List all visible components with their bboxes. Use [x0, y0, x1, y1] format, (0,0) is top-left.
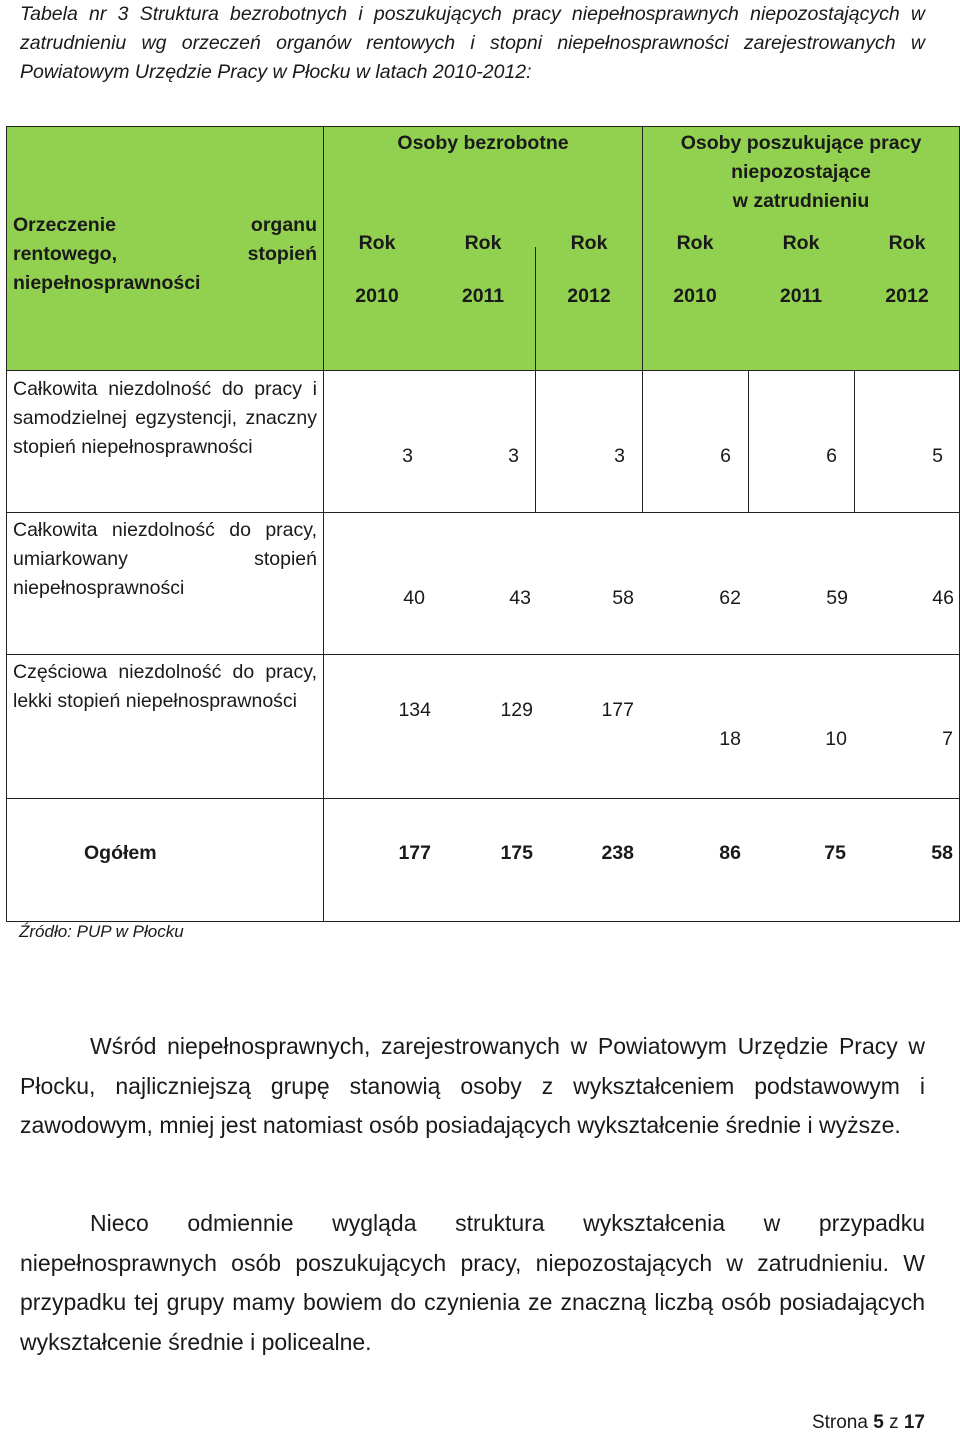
row-label: Całkowita niezdolność do pracy, umiarkowany stopień niepełnosprawności	[13, 519, 317, 599]
row-label: Całkowita niezdolność do pracy i samodzielnej egzystencji, znaczny stopień niepełnosprawności	[13, 378, 317, 458]
cell-value: 3	[402, 445, 413, 467]
cell-value: 3	[508, 445, 519, 467]
total-value: 177	[398, 842, 431, 864]
cell-value: 59	[826, 587, 848, 609]
cell-value: 10	[825, 728, 847, 750]
group-seeking-line-2: niepozostające	[731, 161, 871, 183]
total-value: 75	[824, 842, 846, 864]
values-overlay	[323, 370, 959, 920]
group-seeking-line-3: w zatrudnieniu	[732, 190, 870, 212]
page-number	[812, 1412, 925, 1434]
cell-value: 134	[398, 699, 431, 721]
year-col-5: Rok 2011	[779, 232, 823, 307]
row-label: Częściowa niezdolność do pracy, lekki stopień niepełnosprawności	[13, 661, 317, 712]
year-col-2: Rok 2011	[461, 232, 505, 307]
header-left-line-3: niepełnosprawności	[13, 272, 201, 294]
cell-value: 46	[932, 587, 954, 609]
header-left-line-1: Orzeczenie organu	[13, 214, 317, 236]
cell-value: 6	[826, 445, 837, 467]
year-col-6: Rok 2012	[885, 232, 929, 307]
total-value: 86	[719, 842, 741, 864]
page-sep: z	[889, 1412, 899, 1433]
header-right-cell	[324, 127, 960, 371]
group-unemployed: Osoby bezrobotne	[397, 132, 569, 154]
year-col-1: Rok 2010	[355, 232, 399, 307]
header-left-cell	[7, 127, 324, 371]
cell-value: 18	[719, 728, 741, 750]
total-label-cell	[7, 799, 324, 922]
cell-value: 58	[612, 587, 634, 609]
total-value: 58	[931, 842, 953, 864]
year-col-3: Rok 2012	[567, 232, 611, 307]
cell-value: 40	[403, 587, 425, 609]
total-value: 175	[500, 842, 533, 864]
page-current: 5	[873, 1412, 884, 1433]
row-label-cell	[7, 371, 324, 513]
cell-value: 43	[509, 587, 531, 609]
cell-value: 6	[720, 445, 731, 467]
group-seeking-line-1: Osoby poszukujące pracy	[680, 132, 922, 154]
page-total: 17	[903, 1412, 925, 1433]
table-caption: Tabela nr 3 Struktura bezrobotnych i poszukujących pracy niepełnosprawnych niepozostających w zatrudnieniu wg orzeczeń organów rentowych i stopni niepełnosprawności zarejestrowanych w Powiatowym Urzędzie Pracy w Płocku w latach 2010-2012:	[20, 3, 925, 83]
paragraph-1: Wśród niepełnosprawnych, zarejestrowanych w Powiatowym Urzędzie Pracy w Płocku, najliczniejszą grupę stanowią osoby z wykształceniem podstawowym i zawodowym, mniej jest natomiast osób posiadających wykształcenie średnie i wyższe.	[20, 1033, 925, 1138]
cell-value: 62	[719, 587, 741, 609]
table-header-row	[7, 127, 960, 371]
row-label-cell	[7, 513, 324, 655]
header-left-line-2: rentowego, stopień	[13, 243, 317, 265]
group-seeking	[642, 129, 960, 216]
source-note: Źródło: PUP w Płocku	[19, 922, 184, 941]
total-label: Ogółem	[84, 842, 157, 864]
page-prefix: Strona	[811, 1412, 868, 1433]
row-label-cell	[7, 655, 324, 799]
cell-value: 7	[942, 728, 953, 750]
year-col-4: Rok 2010	[673, 232, 717, 307]
paragraph-2: Nieco odmiennie wygląda struktura wykształcenia w przypadku niepełnosprawnych osób poszukujących pracy, niepozostających w zatrudnieniu. W przypadku tej grupy mamy bowiem do czynienia ze znaczną liczbą osób posiadających wykształcenie średnie i policealne.	[20, 1210, 925, 1355]
cell-value: 177	[601, 699, 634, 721]
cell-value: 129	[500, 699, 533, 721]
cell-value: 3	[614, 445, 625, 467]
total-value: 238	[601, 842, 634, 864]
cell-value: 5	[932, 445, 943, 467]
